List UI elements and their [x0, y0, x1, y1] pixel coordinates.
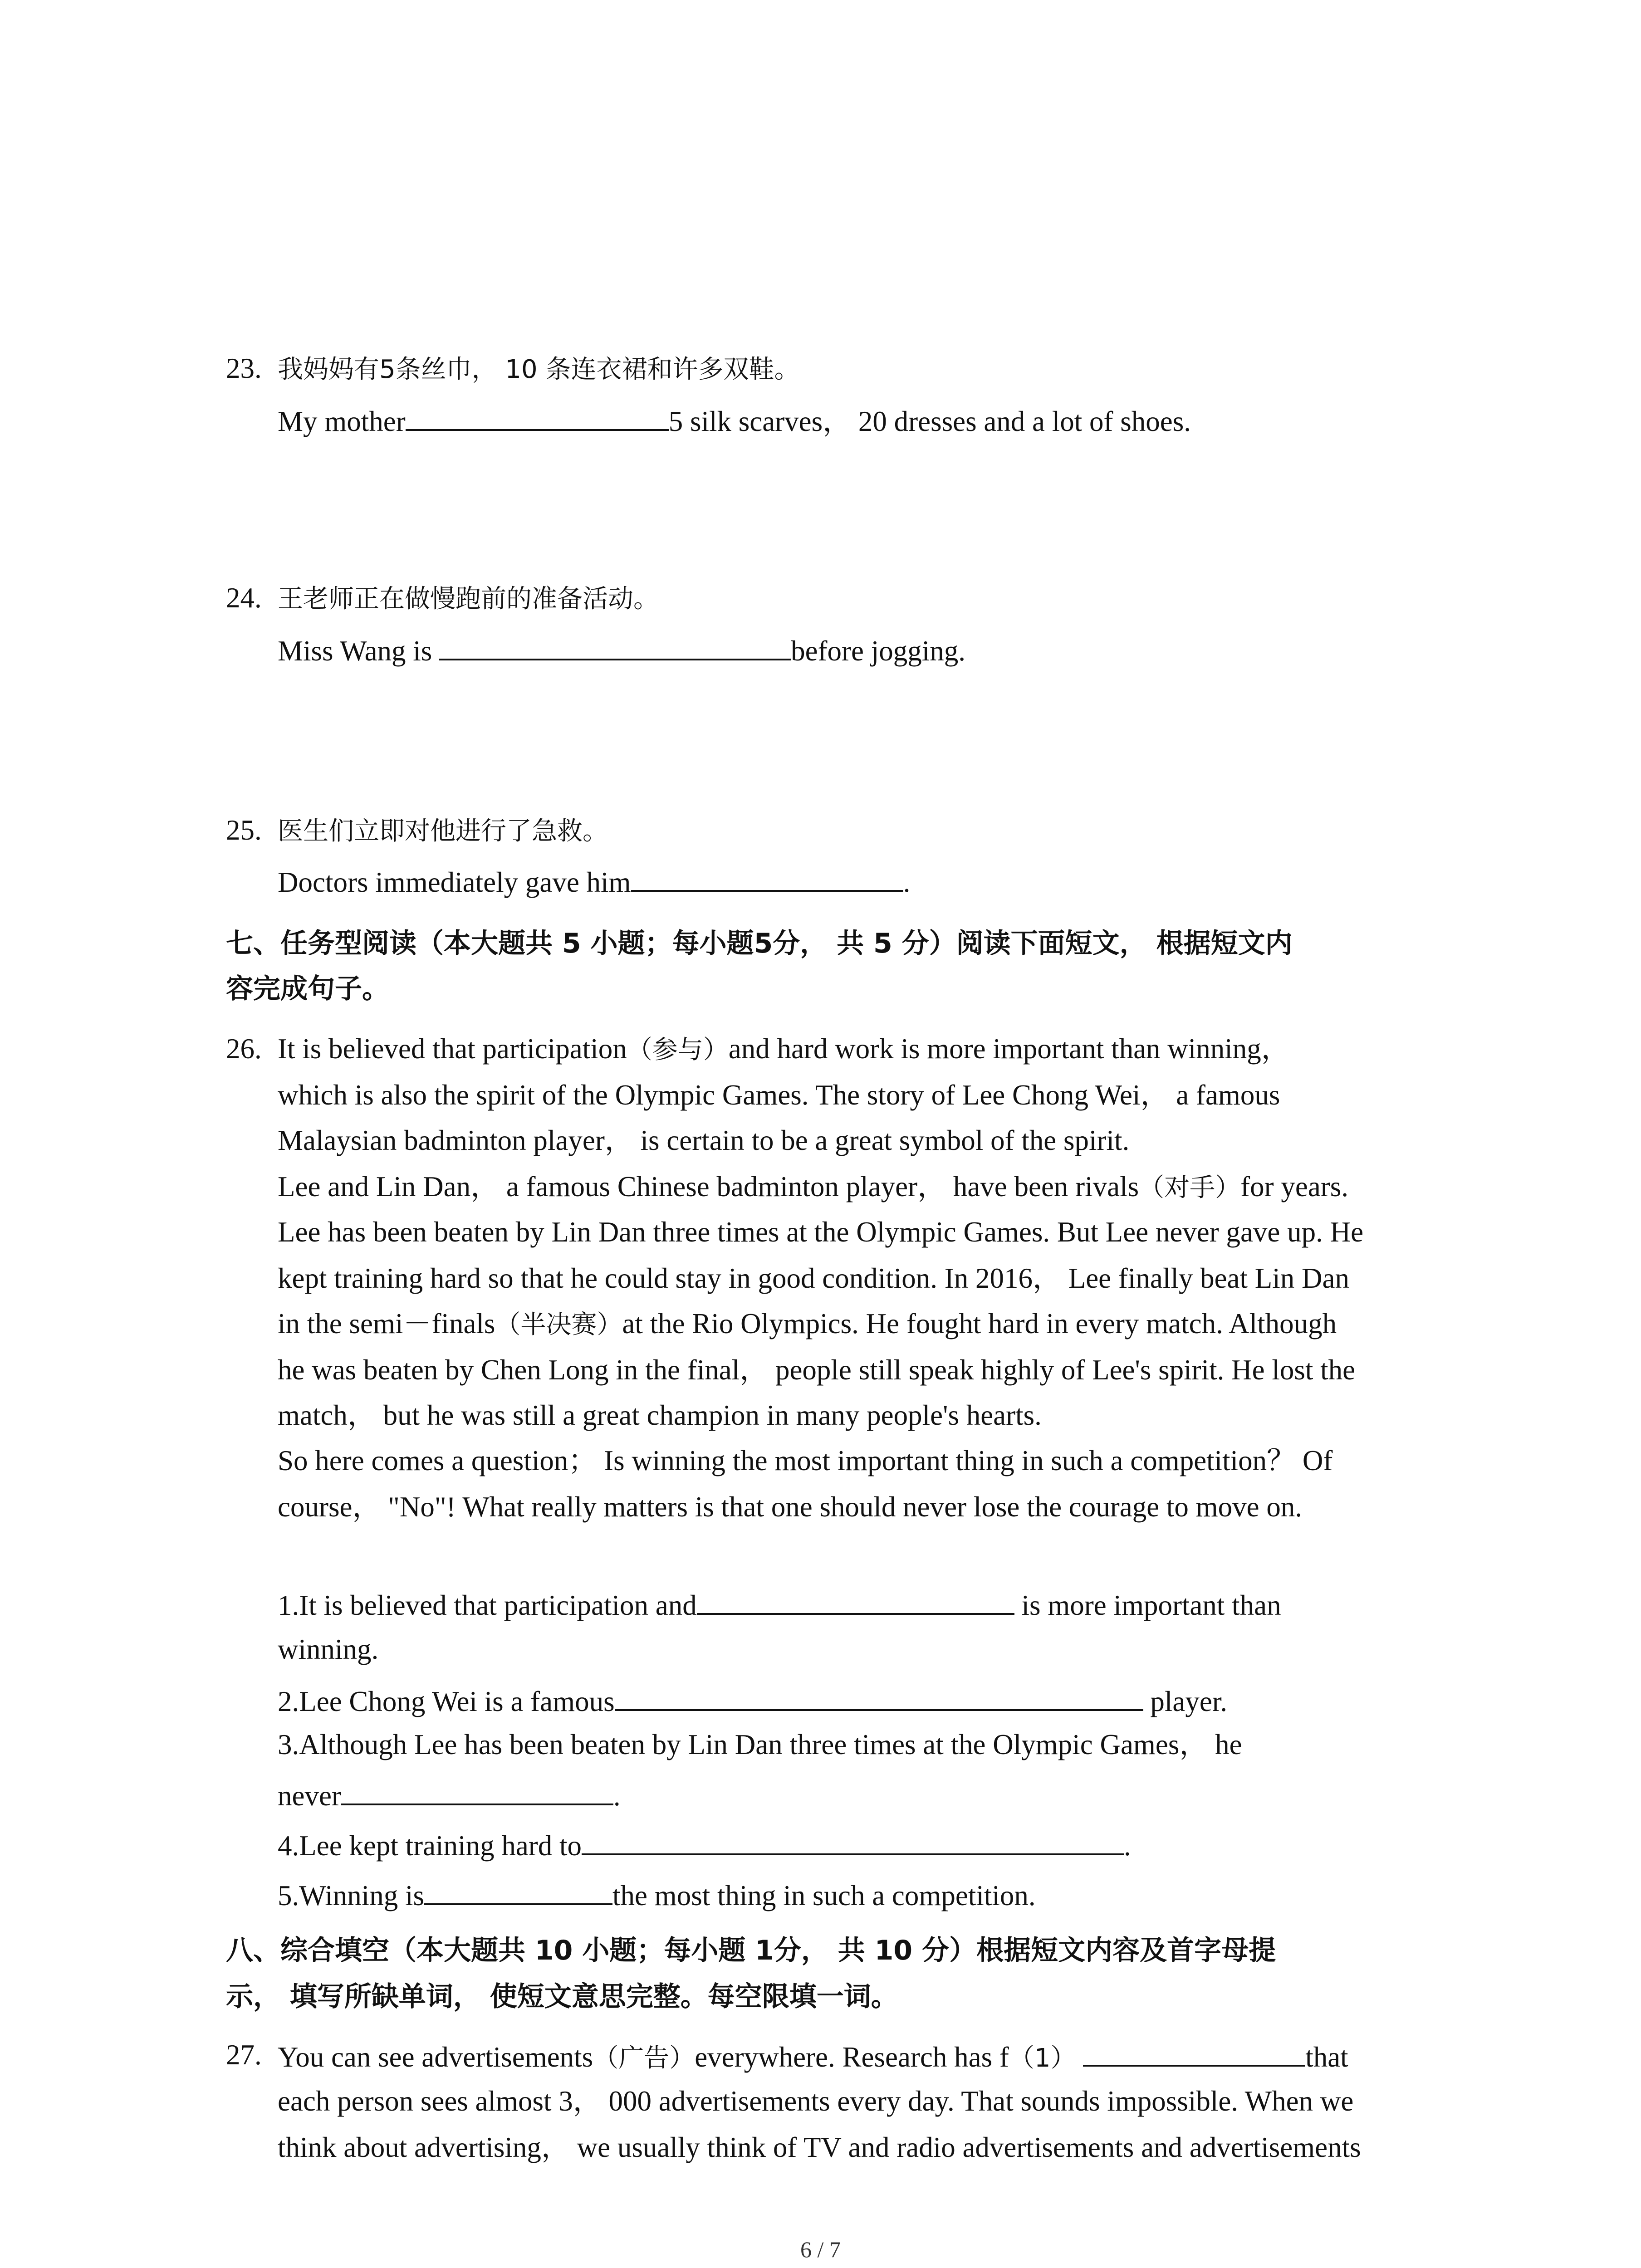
chinese-gloss: （半决赛）	[495, 1310, 622, 1339]
question-chinese-text	[278, 350, 800, 388]
answer-blank[interactable]	[582, 1825, 1124, 1855]
passage-text: in the semi－finals	[278, 1308, 495, 1339]
sub-question-text: never	[278, 1780, 341, 1812]
chinese-gloss: （广告）	[593, 2043, 695, 2073]
sub-question-text: player.	[1143, 1686, 1228, 1717]
question-english-text	[278, 401, 1191, 440]
question-number: 23.	[226, 352, 262, 384]
section-heading-continued: 示， 填写所缺单词， 使短文意思完整。每空限填一词。	[226, 1981, 898, 2013]
passage-line: Lee has been beaten by Lin Dan three times at the Olympic Games. But Lee never gave up. He	[278, 1216, 1364, 1248]
answer-blank[interactable]	[631, 862, 903, 892]
sentence-prefix: Miss Wang is	[278, 635, 440, 667]
sentence-prefix: Doctors immediately gave him	[278, 866, 631, 898]
sub-question-1-continued: winning.	[278, 1633, 379, 1665]
sub-question-text: .	[613, 1780, 621, 1812]
passage-line: So here comes a question； Is winning the most important thing in such a competition？ Of	[278, 1445, 1333, 1476]
passage-line: Malaysian badminton player， is certain to be a great symbol of the spirit.	[278, 1124, 1130, 1156]
sentence-suffix: .	[903, 866, 911, 898]
sub-question-5	[278, 1875, 1036, 1914]
passage-line	[278, 1031, 1290, 1068]
section-heading: 八、综合填空（本大题共 10 小题；每小题 1分， 共 10 分）根据短文内容及首字母提	[226, 1935, 1276, 1966]
section-heading-continued: 容完成句子。	[226, 973, 389, 1005]
answer-blank[interactable]	[1083, 2037, 1305, 2067]
answer-blank[interactable]	[406, 401, 669, 431]
passage-line	[278, 1305, 1337, 1343]
chinese-sentence: 王老师正在做慢跑前的准备活动。	[278, 584, 659, 614]
passage-text: You can see advertisements	[278, 2041, 593, 2073]
sub-question-1	[278, 1585, 1281, 1623]
sub-question-3: 3.Although Lee has been beaten by Lin Dan three times at the Olympic Games， he	[278, 1729, 1242, 1760]
sub-question-text: is more important than	[1014, 1589, 1281, 1621]
sub-question-text: 2.Lee Chong Wei is a famous	[278, 1686, 615, 1717]
passage-line: match， but he was still a great champion in many people's hearts.	[278, 1399, 1042, 1431]
question-number: 24.	[226, 582, 262, 614]
question-number: 26.	[226, 1033, 262, 1065]
sub-question-4	[278, 1825, 1131, 1864]
answer-blank[interactable]	[341, 1775, 613, 1805]
chinese-gloss: （参与）	[627, 1035, 729, 1065]
sub-question-text: 4.Lee kept training hard to	[278, 1830, 582, 1862]
passage-line: he was beaten by Chen Long in the final， people still speak highly of Lee's spirit. He lost the	[278, 1354, 1356, 1386]
passage-text: that	[1305, 2041, 1348, 2073]
question-chinese-text	[278, 812, 608, 850]
passage-line: each person sees almost 3， 000 advertisements every day. That sounds impossible. When we	[278, 2085, 1354, 2117]
passage-text: at the Rio Olympics. He fought hard in every match. Although	[622, 1308, 1337, 1339]
sub-question-text: the most thing in such a competition.	[612, 1880, 1036, 1911]
passage-line: kept training hard so that he could stay in good condition. In 2016， Lee finally beat Lin Dan	[278, 1262, 1349, 1294]
answer-blank[interactable]	[424, 1875, 612, 1905]
sentence-prefix: My mother	[278, 406, 406, 437]
question-english-text	[278, 862, 910, 900]
sub-question-text: 5.Winning is	[278, 1880, 424, 1911]
sub-question-3-continued	[278, 1775, 621, 1814]
chinese-sentence: 医生们立即对他进行了急救。	[278, 816, 608, 846]
answer-blank[interactable]	[697, 1585, 1014, 1615]
passage-line: think about advertising， we usually think of TV and radio advertisements and advertisements	[278, 2131, 1361, 2163]
question-number: 25.	[226, 814, 262, 846]
question-english-text	[278, 631, 965, 669]
page-number: 6 / 7	[800, 2237, 841, 2262]
passage-text: Lee and Lin Dan， a famous Chinese badminton player， have been rivals	[278, 1171, 1139, 1202]
passage-text: and hard work is more important than winning，	[728, 1033, 1290, 1065]
section-heading: 七、任务型阅读（本大题共 5 小题；每小题5分， 共 5 分）阅读下面短文， 根据短文内	[226, 928, 1293, 959]
passage-text: It is believed that participation	[278, 1033, 627, 1065]
passage-line: which is also the spirit of the Olympic Games. The story of Lee Chong Wei， a famous	[278, 1079, 1280, 1111]
sub-question-text: .	[1124, 1830, 1131, 1862]
sentence-suffix: before jogging.	[791, 635, 965, 667]
passage-line: course， "No"! What really matters is that one should never lose the courage to move on.	[278, 1491, 1303, 1523]
sentence-suffix: 5 silk scarves， 20 dresses and a lot of shoes.	[668, 406, 1191, 437]
question-number: 27.	[226, 2039, 262, 2071]
sub-question-2	[278, 1681, 1227, 1720]
sub-question-text: 1.It is believed that participation and	[278, 1589, 697, 1621]
answer-blank[interactable]	[439, 631, 791, 660]
chinese-sentence: 我妈妈有5条丝巾， 10 条连衣裙和许多双鞋。	[278, 355, 800, 384]
passage-text: everywhere. Research has f	[695, 2041, 1009, 2073]
chinese-gloss: （对手）	[1139, 1173, 1241, 1202]
answer-blank[interactable]	[615, 1681, 1143, 1711]
passage-text: for years.	[1240, 1171, 1349, 1202]
question-chinese-text	[278, 580, 659, 617]
blank-number: （1）	[1009, 2043, 1076, 2073]
passage-line	[278, 2037, 1348, 2077]
passage-line	[278, 1168, 1348, 1206]
